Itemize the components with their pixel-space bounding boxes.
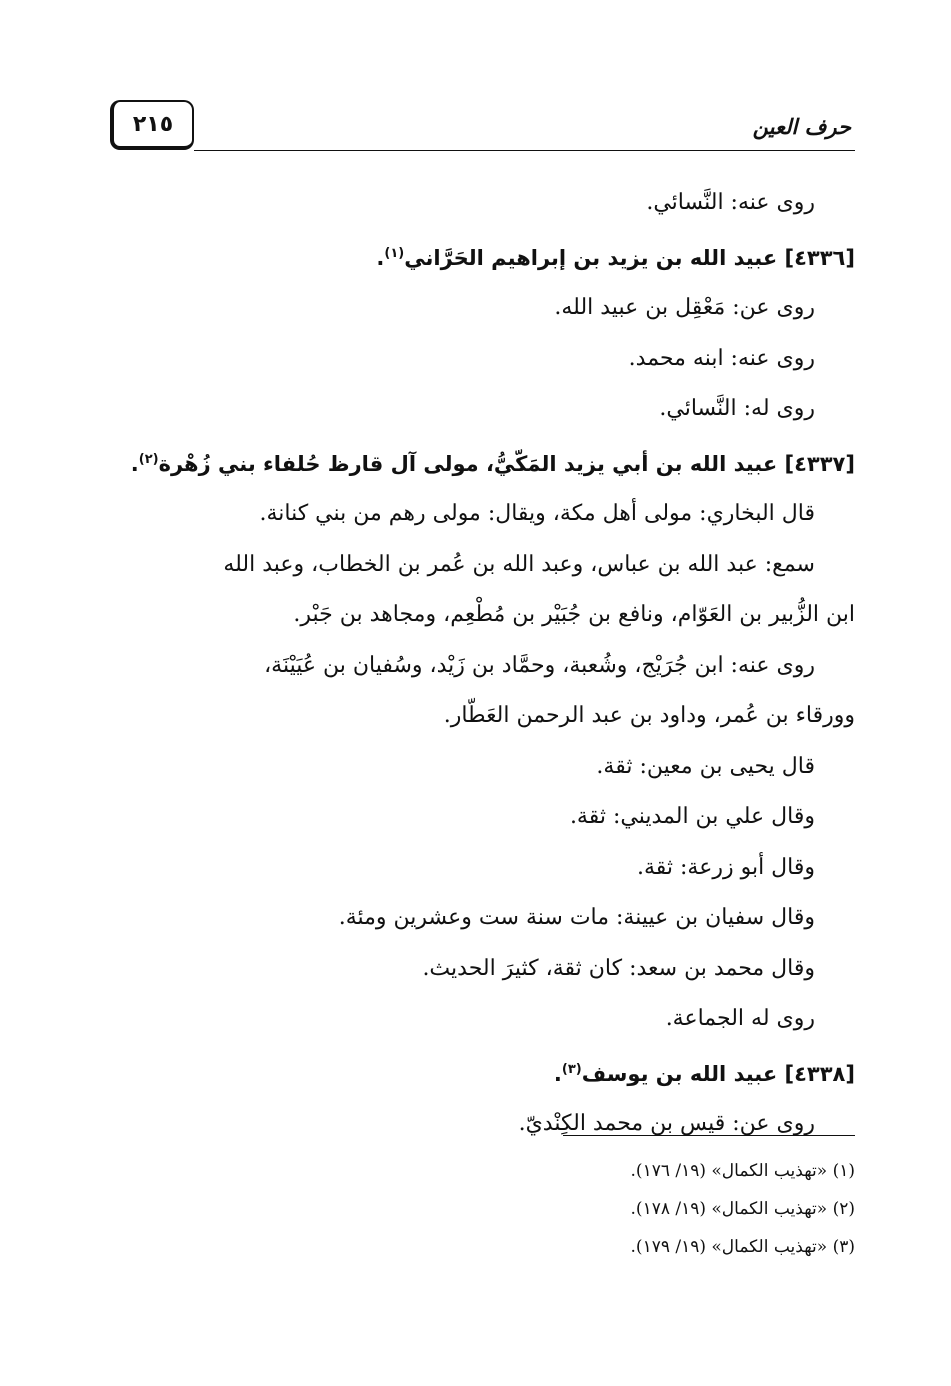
footnote-rule [563, 1135, 855, 1136]
footnote: (٣) «تهذيب الكمال» (١٩/ ١٧٩). [630, 1237, 855, 1257]
text-line: روى عنه: النَّسائي. [646, 190, 815, 215]
text-line: وورقاء بن عُمر، وداود بن عبد الرحمن العَطّار. [443, 703, 855, 728]
header-rule [194, 150, 855, 151]
text-line: روى عن: مَعْقِل بن عبيد الله. [554, 295, 815, 320]
book-page [110, 88, 855, 1298]
text-line: وقال محمد بن سعد: كان ثقة، كثيرَ الحديث. [422, 955, 815, 981]
page-number: ٢١٥ [110, 100, 194, 150]
entry-heading: [٤٣٣٨] عبيد الله بن يوسف$^{(٣)}$. [553, 1061, 855, 1086]
page-header [110, 88, 855, 154]
text-line: وقال سفيان بن عيينة: مات سنة ست وعشرين ومئة. [338, 905, 815, 930]
text-line: وقال علي بن المديني: ثقة. [569, 804, 815, 829]
text-line: روى له الجماعة. [665, 1006, 815, 1031]
text-line: قال البخاري: مولى أهل مكة، ويقال: مولى رهم من بني كنانة. [259, 501, 815, 526]
entry-heading: [٤٣٣٧] عبيد الله بن أبي يزيد المَكّيُّ، مولى آل قارظ حُلفاء بني زُهْرة$^{(٢)}$. [130, 451, 855, 476]
page-body [110, 178, 855, 1150]
text-line: روى عنه: ابنه محمد. [628, 345, 815, 371]
footnote-ref: (٣) [561, 1061, 582, 1077]
footnote: (٢) «تهذيب الكمال» (١٩/ ١٧٨). [630, 1199, 855, 1219]
footnote-ref: (٢) [138, 451, 159, 467]
text-line: روى له: النَّسائي. [659, 396, 815, 421]
text-line: روى عن: قيس بن محمد الكِنْديّ. [518, 1111, 815, 1136]
footnotes [110, 1152, 855, 1266]
running-head: حرف العين [752, 114, 851, 139]
text-line: روى عنه: ابن جُرَيْج، وشُعبة، وحمَّاد بن زَيْد، وسُفيان بن عُيَيْنَة، [264, 652, 815, 678]
footnote-ref: (١) [384, 245, 405, 261]
text-line: وقال أبو زرعة: ثقة. [636, 854, 815, 880]
footnote: (١) «تهذيب الكمال» (١٩/ ١٧٦). [630, 1161, 855, 1181]
text-line: قال يحيى بن معين: ثقة. [596, 753, 815, 779]
text-line: سمع: عبد الله بن عباس، وعبد الله بن عُمر بن الخطاب، وعبد الله [223, 551, 815, 577]
entry-heading: [٤٣٣٦] عبيد الله بن يزيد بن إبراهيم الحَرَّاني$^{(١)}$. [376, 245, 855, 270]
text-line: ابن الزُّبير بن العَوّام، ونافع بن جُبَيْر بن مُطْعِم، ومجاهد بن جَبْر. [293, 602, 855, 627]
